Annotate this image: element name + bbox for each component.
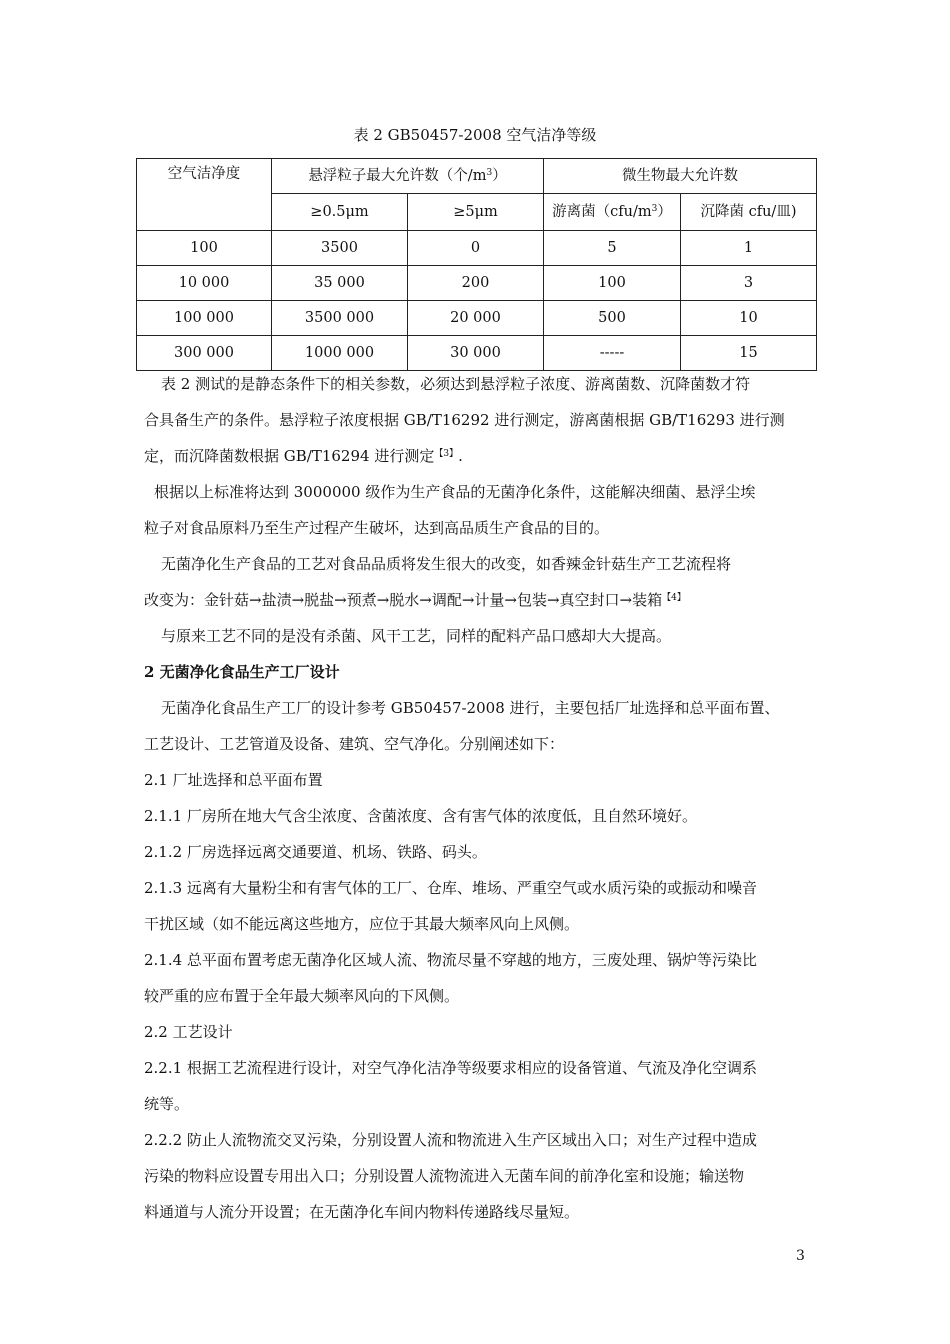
header-floating-bacteria: 游离菌$(cfu/m^3)$ [544,194,681,231]
item-2-1-1: 2.1.1 厂房所在地大气含尘浓度、含菌浓度、含有害气体的浓度低，且自然环境好。 [144,807,697,825]
header-particle-group: 悬浮粒子最大允许数（个$/m^3$） [272,159,544,194]
text-line: 工艺设计、工艺管道及设备、建筑、空气净化。分别阐述如下： [144,735,565,753]
table-cell: 500 [544,301,681,336]
table-cell: 3500 000 [272,301,408,336]
table-row [137,301,817,336]
text-line: 合具备生产的条件。悬浮粒子浓度根据 GB/T16292 进行测定，游离菌根据 GB/T16293 进行测 [144,411,785,429]
table-cell: 200 [408,266,544,301]
item-2-1-4 [144,942,820,1014]
text-line: 污染的物料应设置专用出入口；分别设置人流物流进入无菌车间的前净化室和设施；输送物 [144,1167,745,1185]
header-cleanliness: 空气洁净度 [137,159,272,231]
table-cell: 1 [681,231,817,266]
text-line: 无菌净化食品生产工厂的设计参考 GB50457-2008 进行，主要包括厂址选择和总平面布置、 [161,699,780,717]
text-line: 根据以上标准将达到 3000000 级作为生产食品的无菌净化条件，这能解决细菌、悬浮尘埃 [154,483,756,501]
table-caption: 表 2 GB50457-2008 空气洁净等级 [353,126,597,144]
page-number: 3 [796,1248,805,1264]
text-line: 干扰区域（如不能远离这些地方，应位于其最大频率风向上风侧。 [144,915,580,933]
text-line: 改变为：金针菇→盐渍→脱盐→预煮→脱水→调配→计量→包装→真空封口→装箱$^{【4】}$ [144,591,686,609]
table-cell: 10 [681,301,817,336]
table-cell: 1000 000 [272,336,408,371]
table-cell: 5 [544,231,681,266]
table-row [137,266,817,301]
reference-mark: 【4】 [662,593,686,603]
item-2-1-3 [144,870,820,942]
cleanliness-grade-table [136,158,817,371]
table-row [137,231,817,266]
header-particle-05: ≥0.5μm [272,194,408,231]
item-2-2-2 [144,1122,820,1230]
text-line: 2.1.4 总平面布置考虑无菌净化区域人流、物流尽量不穿越的地方，三废处理、锅炉等污染比 [144,951,757,969]
table-cell: 20 000 [408,301,544,336]
text-line: 定，而沉降菌数根据 GB/T16294 进行测定$^{【3】}$. [144,447,463,465]
text-line: 无菌净化生产食品的工艺对食品品质将发生很大的改变，如香辣金针菇生产工艺流程将 [161,555,732,573]
section-heading-2-2: 2.2 工艺设计 [144,1023,233,1041]
paragraph-standard [144,474,820,546]
text-line: 2.2.2 防止人流物流交叉污染，分别设置人流和物流进入生产区域出入口；对生产过程中造成 [144,1131,757,1149]
table-cell: 100 000 [137,301,272,336]
section-heading-2: 2 无菌净化食品生产工厂设计 [144,663,340,681]
table-cell: 100 [137,231,272,266]
paragraph-table-note [144,366,820,474]
table-cell: 300 000 [137,336,272,371]
table-cell: ----- [544,336,681,371]
section-heading-2-1: 2.1 厂址选择和总平面布置 [144,771,323,789]
header-particle-5: ≥5μm [408,194,544,231]
table-cell: 15 [681,336,817,371]
paragraph-design-reference [144,690,820,762]
table-header-row [137,159,817,194]
paragraph-process [144,546,820,618]
table-cell: 3 [681,266,817,301]
item-2-2-1 [144,1050,820,1122]
header-microbe-group: 微生物最大允许数 [544,159,817,194]
paragraph-difference: 与原来工艺不同的是没有杀菌、风干工艺，同样的配料产品口感却大大提高。 [161,627,672,645]
table-cell: 3500 [272,231,408,266]
text-line: 2.2.1 根据工艺流程进行设计，对空气净化洁净等级要求相应的设备管道、气流及净化空调系 [144,1059,757,1077]
text-line: 统等。 [144,1095,190,1113]
text-line: 2.1.3 远离有大量粉尘和有害气体的工厂、仓库、堆场、严重空气或水质污染的或振动和噪音 [144,879,757,897]
table-cell: 0 [408,231,544,266]
table-cell: 100 [544,266,681,301]
reference-mark: 【3】 [434,449,459,459]
text-line: 较严重的应布置于全年最大频率风向的下风侧。 [144,987,460,1005]
text-line: 料通道与人流分开设置；在无菌净化车间内物料传递路线尽量短。 [144,1203,580,1221]
text-line: 表 2 测试的是静态条件下的相关参数，必须达到悬浮粒子浓度、游离菌数、沉降菌数才符 [161,375,751,393]
header-settling-bacteria: 沉降菌 cfu/皿) [681,194,817,231]
item-2-1-2: 2.1.2 厂房选择远离交通要道、机场、铁路、码头。 [144,843,487,861]
text-line: 粒子对食品原料乃至生产过程产生破坏，达到高品质生产食品的目的。 [144,519,610,537]
table-cell: 35 000 [272,266,408,301]
table-cell: 10 000 [137,266,272,301]
table-cell: 30 000 [408,336,544,371]
